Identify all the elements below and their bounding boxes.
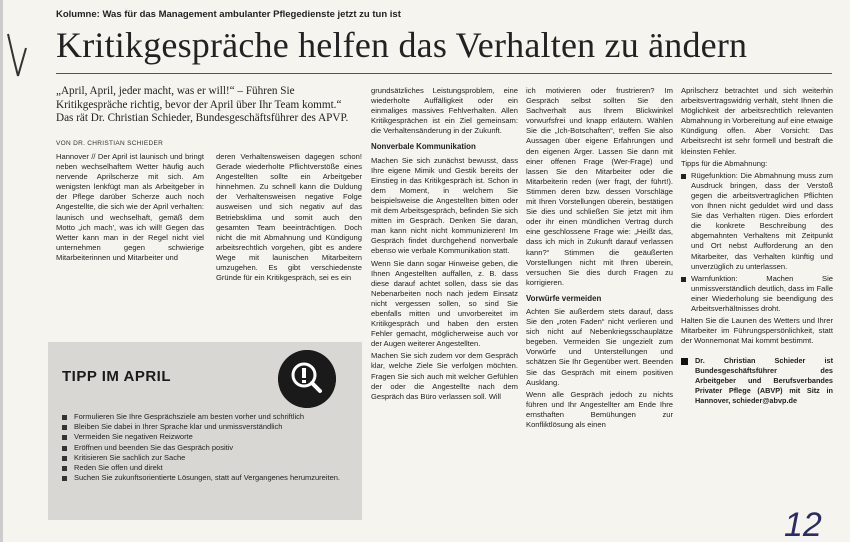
column-label: Kolumne: Was für das Management ambulanter Pflegedienste jetzt zu tun ist [56,9,401,20]
pen-mark-icon [4,30,32,80]
paragraph: Achten Sie außerdem stets darauf, dass Sie den „roten Faden“ nicht verlieren und sich nicht auf Nebenkriegsschauplätze begeben. Vermeiden Sie ungezielt zum Vorwürfe und Unterstellungen und schätzen Sie Ihr Gegenüber wert. Beenden Sie das Gespräch mit einem positiven Ausklang. [526,306,673,387]
article-column-4 [526,86,673,526]
tip-item: Vermeiden Sie negativen Reizworte [62,432,352,442]
title-divider [56,73,832,74]
tips-label: Tipps für die Abmahnung: [681,158,768,168]
article-column-3 [371,86,518,526]
subheading: Nonverbale Kommunikation [371,142,476,152]
lightbulb-search-icon [278,350,336,408]
subheading: Vorwürfe vermeiden [526,293,602,303]
tip-item: Suchen Sie zukunftsorientierte Lösungen, statt auf Vergangenes herumzureiten. [62,473,352,483]
article-column-1 [56,152,204,322]
paragraph: Halten Sie die Launen des Wetters und Ihrer Mitarbeiter im Führungspersönlichkeit, statt der Wonnemonat Mai kommt bestimmt. [681,316,833,346]
tips-item: Rügefunktion: Die Abmahnung muss zum Ausdruck bringen, dass der Verstoß gegen die arbeitsvertraglichen Pflichten von Ihnen nicht geduldet wird und dass Sie das Verhalten rügen. Dies erfordert die konkrete Beschreibung des abgemahnten Verhaltens mit Zeitpunkt und Ort nebst Aufforderung an den Mitarbeiter, das Verhalten künftig und unverzüglich zu unterlassen. [681,171,833,272]
byline: VON DR. CHRISTIAN SCHIEDER [56,140,164,147]
tip-title: TIPP IM APRIL [62,368,172,385]
tips-list [681,171,833,314]
tip-item: Kritisieren Sie sachlich zur Sache [62,453,352,463]
paragraph: deren Verhaltensweisen dagegen schon! Gerade wiederholte Pflichtverstöße eines Angestellten sollte ein Arbeitgeber hinnehmen. Zu schnell kann die Duldung der Verhaltensweisen negative Folge ausweisen und sich negativ auf das Betriebsklima und somit auch den gesamten Team beeinträchtigen. Doch nicht die mit Abmahnung und Kündigung arbeitsrechtlich vorgehen, gibt es andere Wege mit launischen Mitarbeitern umzugehen. Es gibt verschiedenste Gründe für ein Kritikgespräch, sei es ein [216,152,362,283]
article-column-5 [681,86,833,526]
tip-box [48,342,362,520]
page-title: Kritikgespräche helfen das Verhalten zu ändern [56,25,748,65]
paragraph: ich motivieren oder frustrieren? Im Gespräch selbst sollten Sie den Sachverhalt aus Ihrem Blickwinkel vorwurfsfrei und knapp erläutern. Wählen Sie die „Ich-Botschaften“, treffen Sie also Aussagen über eigene Erfahrungen und den eigenen Ärger. Lassen Sie dann mit einer offenen Frage (Wer-Frage) und lassen Sie den Mitarbeiter oder die Mitarbeiterin reden (wer fragt, der führt!). Stimmen deren bzw. dessen Vorschläge mit Ihren Vorstellungen überein, bestätigen Sie dies und schließen Sie jetzt mit ihm oder ihr einen mündlichen Vertrag durch eine geschlossene Frage wie: „Heißt das, dass ich mich in Zukunft darauf verlassen kann?“ Stimmen die geäußerten Vorstellungen nicht mit Ihren überein, versuchen Sie dies durch Fragen zu korrigieren. [526,86,673,287]
tips-item: Warnfunktion: Machen Sie unmissverständlich deutlich, dass im Falle einer Wiederholung sie beendigung des Arbeitsverhältnisses droht. [681,274,833,314]
paragraph: Aprilscherz betrachtet und sich weiterhin arbeitsvertragswidrig verhält, steht Ihnen die Möglichkeit der arbeitsrechtlich relevanten Abmahnung in Vorbereitung auf eine etwaige Kündigung offen. Aber Vorsicht: Das Arbeitsrecht ist sehr formell und bestraft die kleinsten Fehler. [681,86,833,156]
paragraph: Hannover // Der April ist launisch und bringt neben wechselhaftem Wetter häufig auch nervende Aprilscherze mit sich. Am wenigsten lenkfügt man als Arbeitgeber in der Pflege darüber Scherze auch noch Angestellte, die sich wie der April verhalten: launisch und wechselhaft, gemäß dem Motto „ich mach', was ich will! Gegen das Wetter kann man in der Regel nicht viel unternehmen gegen schwierige Mitarbeiterinnen und Mitarbeiter und [56,152,204,262]
page-edge [0,0,3,542]
paragraph: grundsätzliches Leistungsproblem, eine wiederholte Auffälligkeit oder ein einmaliges massives Fehlverhalten. Allen Kritikgesprächen ist ein Ziel gemeinsam: die Verhaltensänderung in der Zukunft. [371,86,518,136]
intro-text: „April, April, jeder macht, was er will!“ – Führen Sie Kritikgespräche richtig, bevor der April über Ihr Team kommt.“ Das rät Dr. Christian Schieder, Bundesgeschäftsführer des APVP. [56,85,349,124]
article-column-2 [216,152,362,322]
paragraph: Machen Sie sich zudem vor dem Gespräch klar, welche Ziele Sie verfolgen möchten. Fragen Sie sich auch mit welcher Gefühlen der oder die Angestellte nach dem Gespräch das Büro verlassen soll. Will [371,351,518,401]
tip-item: Formulieren Sie Ihre Gesprächsziele am besten vorher und schriftlich [62,412,352,422]
paragraph: Wenn alle Gespräch jedoch zu nichts führen und Ihr Angestellter am Ende Ihre ernsthaften Bemühungen zur Konfliktlösung als einen [526,389,673,429]
author-bio: Dr. Christian Schieder ist Bundesgeschäftsführer des Arbeitgeber und Berufsverbandes Privater Pflege (ABVP) mit Sitz in Hannover, schieder@abvp.de [681,356,833,406]
tip-item: Bleiben Sie dabei in Ihrer Sprache klar und unmissverständlich [62,422,352,432]
paragraph: Machen Sie sich zunächst bewusst, dass Ihre eigene Mimik und Gestik bereits der Einstieg in das Kritikgespräch ist. Schon in dem Moment, in welchem Sie beispielsweise die Angestellten bitten oder mit dem Arbeitsgespräch, befinden Sie sich mitten im Gespräch. Denken Sie daran, man kann nicht nicht kommunizieren! Im Gespräch findet durchgehend nonverbale ebenso wie verbale Kommunikation statt. [371,155,518,256]
tip-list [62,412,352,483]
page-number-text: 12 [784,506,822,542]
paragraph: Wenn Sie dann sogar Hinweise geben, die Ihnen Angestellten auffallen, z. B. dass diese darauf achtet sollen, dass sie das Nebenarbeiten noch nach jedem Einsatz nicht vergessen sollen, so sind Sie ebenfalls mitten und unvorbereitet im Kritikgespräch und haben den ersten Fehler gemacht, möglicherweise auch vor der Augen weiterer Angestellten. [371,258,518,349]
tip-item: Eröffnen und beenden Sie das Gespräch positiv [62,443,352,453]
tip-item: Reden Sie offen und direkt [62,463,352,473]
page-number [780,500,830,542]
